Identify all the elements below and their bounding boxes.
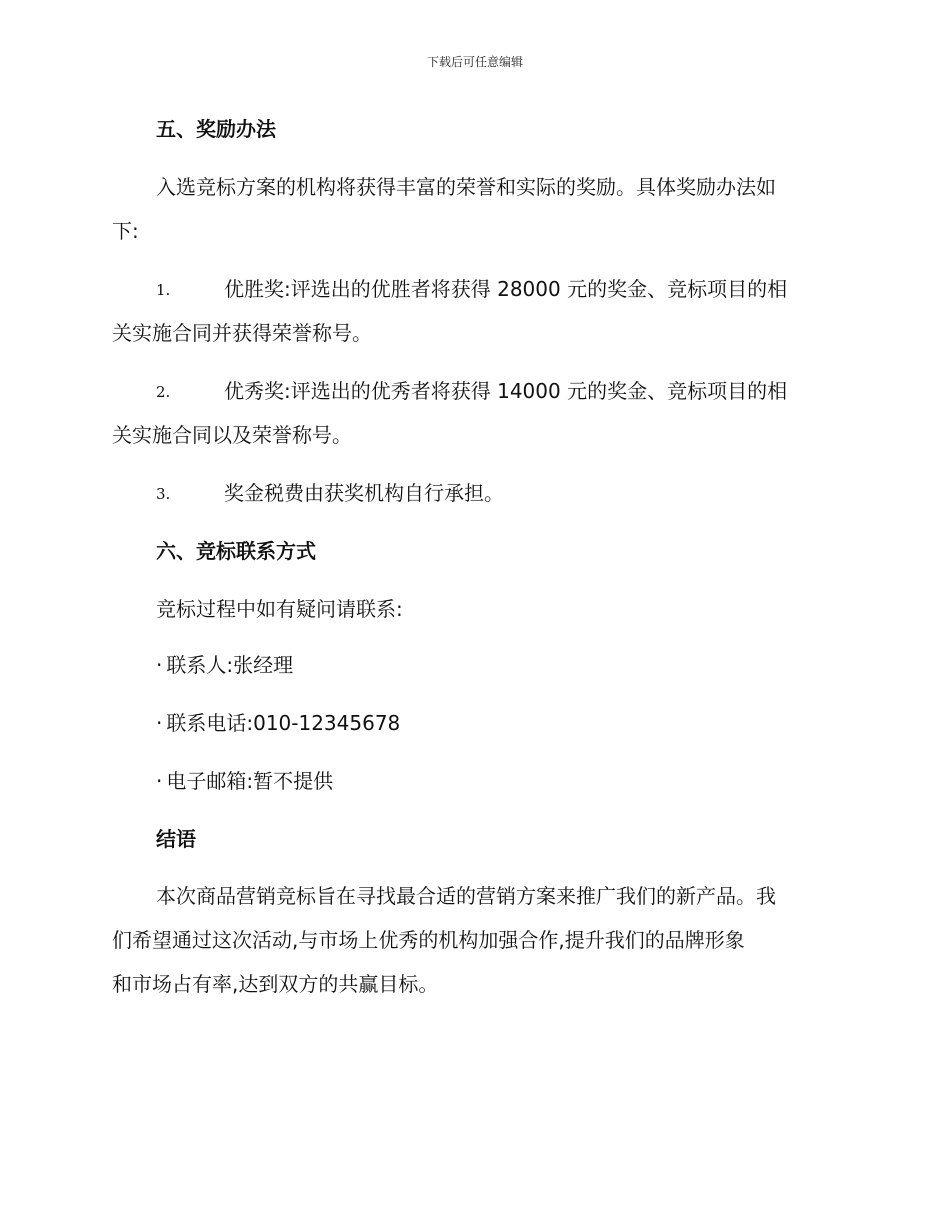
contact-text: 电子邮箱:暂不提供: [166, 769, 334, 793]
reward-item-2-continuation: 关实施合同以及荣誉称号。: [112, 423, 352, 447]
bullet-icon: ·: [156, 653, 163, 677]
list-number: 3.: [156, 485, 171, 503]
reward-item-text: 优胜奖:评选出的优胜者将获得 28000 元的奖金、竞标项目的相: [224, 277, 788, 301]
contact-text: 联系电话:010-12345678: [166, 711, 401, 735]
conclusion-line-1: 本次商品营销竞标旨在寻找最合适的营销方案来推广我们的新产品。我: [156, 884, 776, 908]
reward-item-text: 奖金税费由获奖机构自行承担。: [224, 481, 504, 505]
reward-item-1: [156, 274, 842, 305]
contact-item-phone: [156, 708, 842, 738]
conclusion-line-2: 们希望通过这次活动,与市场上优秀的机构加强合作,提升我们的品牌形象: [112, 928, 745, 952]
rewards-intro-line-2: 下:: [112, 219, 139, 243]
reward-item-2: [156, 376, 842, 407]
contact-intro: 竞标过程中如有疑问请联系:: [156, 597, 403, 621]
list-number: 2.: [156, 383, 171, 401]
section-heading-contact: 六、竞标联系方式: [156, 539, 316, 563]
reward-item-text: 优秀奖:评选出的优秀者将获得 14000 元的奖金、竞标项目的相: [224, 379, 788, 403]
bullet-icon: ·: [156, 711, 163, 735]
reward-item-1-continuation: 关实施合同并获得荣誉称号。: [112, 321, 372, 345]
contact-item-person: [156, 650, 842, 680]
section-heading-conclusion: 结语: [156, 827, 196, 851]
list-number: 1.: [156, 281, 171, 299]
page-header: 下载后可任意编辑: [426, 55, 523, 69]
bullet-icon: ·: [156, 769, 163, 793]
contact-text: 联系人:张经理: [166, 653, 294, 677]
rewards-intro-line-1: 入选竞标方案的机构将获得丰富的荣誉和实际的奖励。具体奖励办法如: [156, 175, 776, 199]
contact-item-email: [156, 766, 842, 796]
section-heading-rewards: 五、奖励办法: [156, 117, 276, 141]
reward-item-3: [156, 478, 842, 509]
conclusion-line-3: 和市场占有率,达到双方的共赢目标。: [112, 972, 439, 996]
